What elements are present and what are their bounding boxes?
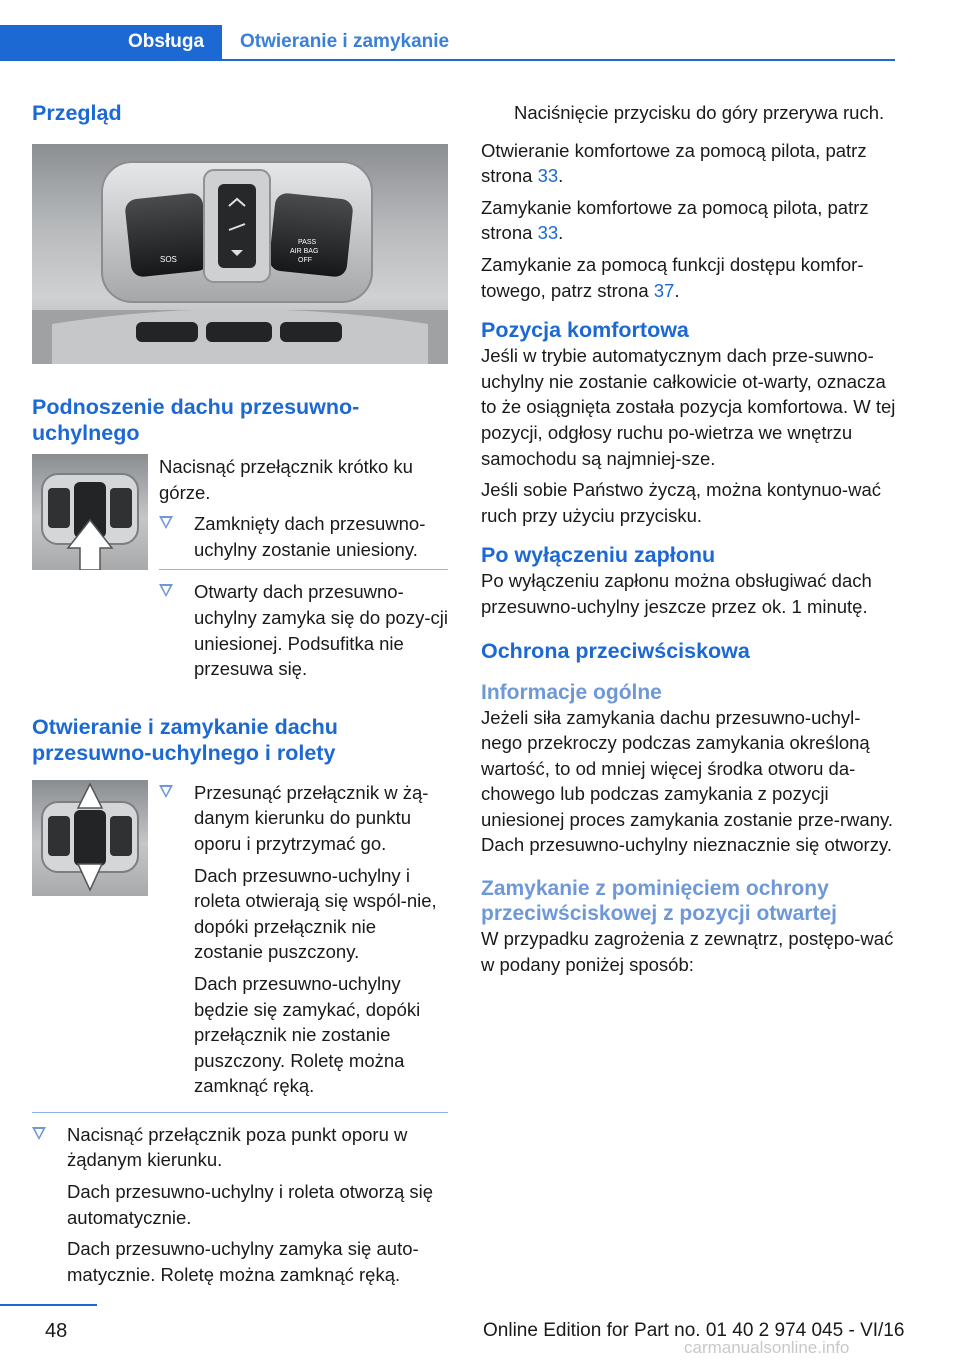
triangle-bullet-icon [159, 516, 173, 529]
open-text [159, 780, 448, 1099]
triangle-bullet-icon [159, 584, 173, 597]
watermark: carmanualsonline.info [684, 1338, 850, 1357]
tab-chapter[interactable]: Obsługa [0, 25, 222, 59]
continuation-text: Naciśnięcie przycisku do góry przerywa ruch. [514, 102, 885, 123]
overview-heading: Przegląd [32, 101, 122, 125]
left-column [32, 100, 448, 1293]
raise-bullet-2: Otwarty dach przesuwno-uchylny zamyka się do pozy-cji uniesionej. Podsufitka nie przesuwa się. [159, 579, 448, 681]
comfort-access-ref: Zamykanie za pomocą funkcji dostępu komfor-towego, patrz strona 37. [481, 253, 864, 301]
divider [159, 569, 448, 570]
svg-text:PASS: PASS [298, 239, 317, 246]
header-rule [0, 59, 895, 61]
override-heading: Zamykanie z pominięciem ochrony przeciwściskowej z pozycji otwartej [481, 877, 837, 926]
page-number: 48 [45, 1320, 68, 1342]
raise-text [159, 454, 448, 682]
overhead-console-illustration [32, 144, 448, 364]
svg-text:AIR BAG: AIR BAG [290, 248, 319, 255]
raise-intro: Nacisnąć przełącznik krótko ku górze. [159, 456, 413, 503]
divider [32, 1112, 448, 1113]
comfort-position-heading: Pozycja komfortowa [481, 318, 689, 343]
section-header [0, 25, 895, 61]
comfort-position-text-1: Jeśli w trybie automatycznym dach prze-suwno-uchylny nie zostanie całkowicie ot-warty, oznacza to że osiągnięta została pozycja komfortowa. W tej pozycji, odgłosy ruchu po-wietrza we wnętrzu samochodu są najmniej-sze. [481, 345, 896, 469]
page-link-33b[interactable]: 33 [537, 222, 559, 244]
ignition-heading: Po wyłączeniu zapłonu [481, 543, 716, 568]
general-heading: Informacje ogólne [481, 680, 662, 704]
raise-bullet-1: Zamknięty dach przesuwno-uchylny zostanie uniesiony. [159, 511, 448, 562]
open-block [32, 780, 448, 1105]
comfort-position-text-2: Jeśli sobie Państwo życzą, można kontynuo-wać ruch przy użyciu przycisku. [481, 479, 881, 526]
edition-line: Online Edition for Part no. 01 40 2 974 045 - VI/16 [483, 1320, 905, 1341]
tab-section[interactable]: Otwieranie i zamykanie [240, 31, 450, 52]
page-link-33[interactable]: 33 [537, 165, 559, 187]
open-bullet-2: Nacisnąć przełącznik poza punkt oporu w żądanym kierunku. Dach przesuwno-uchylny i roleta otworzą się automatycznie. Dach przesuwno-uchylny zamyka się auto-matycznie. Roletę można zamknąć ręką. [32, 1122, 448, 1288]
override-text: W przypadku zagrożenia z zewnątrz, postępo-wać w podany poniżej sposób: [481, 928, 894, 975]
page-link-37[interactable]: 37 [653, 279, 675, 301]
switch-slide-image [32, 780, 148, 896]
switch-press-up-image [32, 454, 148, 570]
comfort-open-ref: Otwieranie komfortowe za pomocą pilota, patrz strona 33. [481, 139, 867, 187]
open-bullet-1: Przesunąć przełącznik w żą-danym kierunku do punktu oporu i przytrzymać go. Dach przesuwno-uchylny i roleta otwierają się wspól-nie, dopóki przełącznik nie zostanie puszczony. Dach przesuwno-uchylny będzie się zamykać, dopóki przełącznik nie zostanie puszczony. Roletę można zamknąć ręką. [159, 780, 448, 1099]
ignition-text: Po wyłączeniu zapłonu można obsługiwać dach przesuwno-uchylny jeszcze przez ok. 1 minutę. [481, 570, 872, 617]
pinch-heading: Ochrona przeciwściskowa [481, 638, 750, 663]
triangle-bullet-icon [159, 785, 173, 798]
svg-text:OFF: OFF [298, 257, 312, 264]
footer-rule [0, 1304, 97, 1306]
general-text: Jeżeli siła zamykania dachu przesuwno-uchyl-nego przekroczy podczas zamykania określoną wartość, to od mniej więcej środka otworu da-chowego lub podczas zamykania z pozycji uniesionej proces zamykania zostanie prze-rwany. Dach przesuwno-uchylny nieznacznie się otworzy. [481, 706, 893, 856]
open-heading: Otwieranie i zamykanie dachu przesuwno-uchylnego i rolety [32, 714, 338, 765]
raise-block [32, 454, 448, 682]
right-column [481, 100, 899, 983]
triangle-bullet-icon [32, 1127, 46, 1140]
comfort-close-ref: Zamykanie komfortowe za pomocą pilota, patrz strona 33. [481, 196, 869, 244]
overview-photo [32, 144, 448, 364]
sos-label: SOS [160, 255, 177, 264]
raise-heading: Podnoszenie dachu przesuwno-uchylnego [32, 395, 360, 445]
